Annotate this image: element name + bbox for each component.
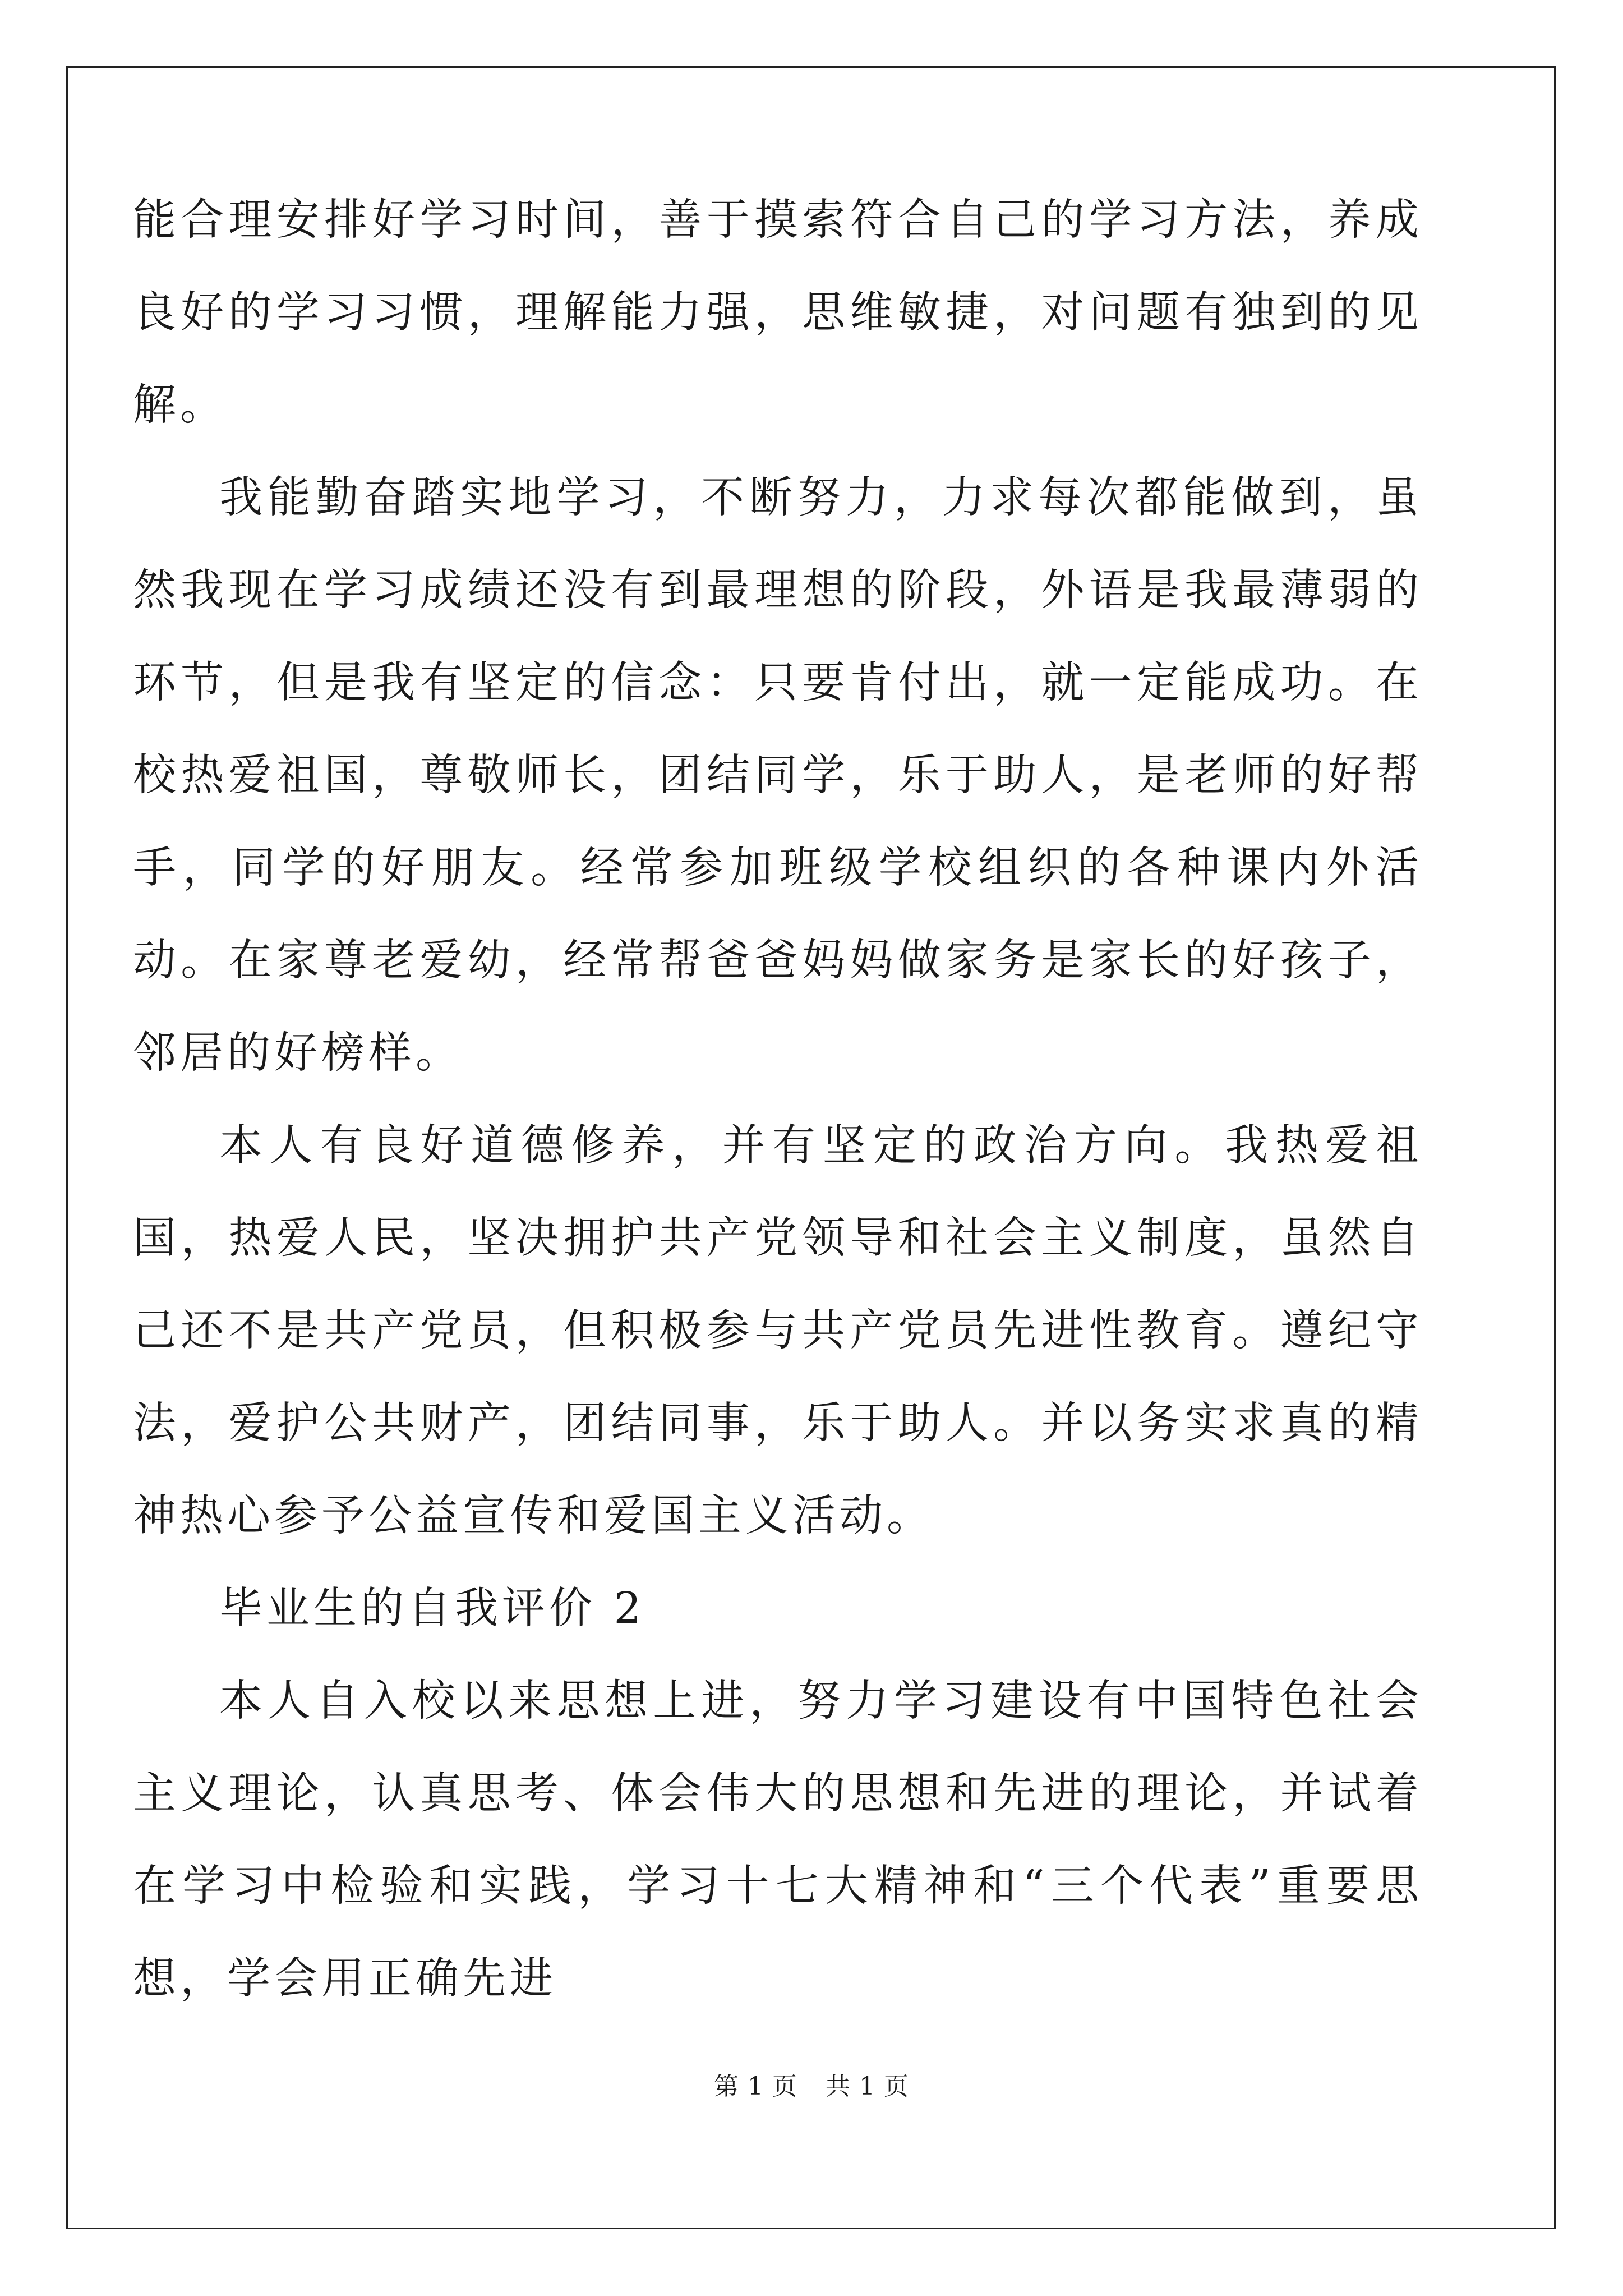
paragraph: 本人有良好道德修养，并有坚定的政治方向。我热爱祖国，热爱人民，坚决拥护共产党领导和社会主义制度，虽然自己还不是共产党员，但积极参与共产党员先进性教育。遵纪守法，爱护公共财产，团结同事，乐于助人。并以务实求真的精神热心参予公益宣传和爱国主义活动。 [133, 1121, 1423, 1541]
document-body [133, 174, 1423, 2025]
section-heading: 毕业生的自我评价 2 [219, 1584, 645, 1634]
paragraph: 我能勤奋踏实地学习，不断努力，力求每次都能做到，虽然我现在学习成绩还没有到最理想的阶段，外语是我最薄弱的环节，但是我有坚定的信念：只要肯付出，就一定能成功。在校热爱祖国，尊敬师长，团结同学，乐于助人，是老师的好帮手，同学的好朋友。经常参加班级学校组织的各种课内外活动。在家尊老爱幼，经常帮爸爸妈妈做家务是家长的好孩子，邻居的好榜样。 [133, 473, 1423, 1078]
paragraph: 能合理安排好学习时间，善于摸索符合自己的学习方法，养成良好的学习习惯，理解能力强，思维敏捷，对问题有独到的见解。 [133, 195, 1423, 430]
page-number: 第 1 页 [714, 2072, 797, 2101]
page-footer [0, 2070, 1623, 2104]
page-total: 共 1 页 [826, 2072, 909, 2101]
paragraph: 本人自入校以来思想上进，努力学习建设有中国特色社会主义理论，认真思考、体会伟大的思想和先进的理论，并试着在学习中检验和实践，学习十七大精神和“三个代表”重要思想，学会用正确先进 [133, 1676, 1423, 2004]
